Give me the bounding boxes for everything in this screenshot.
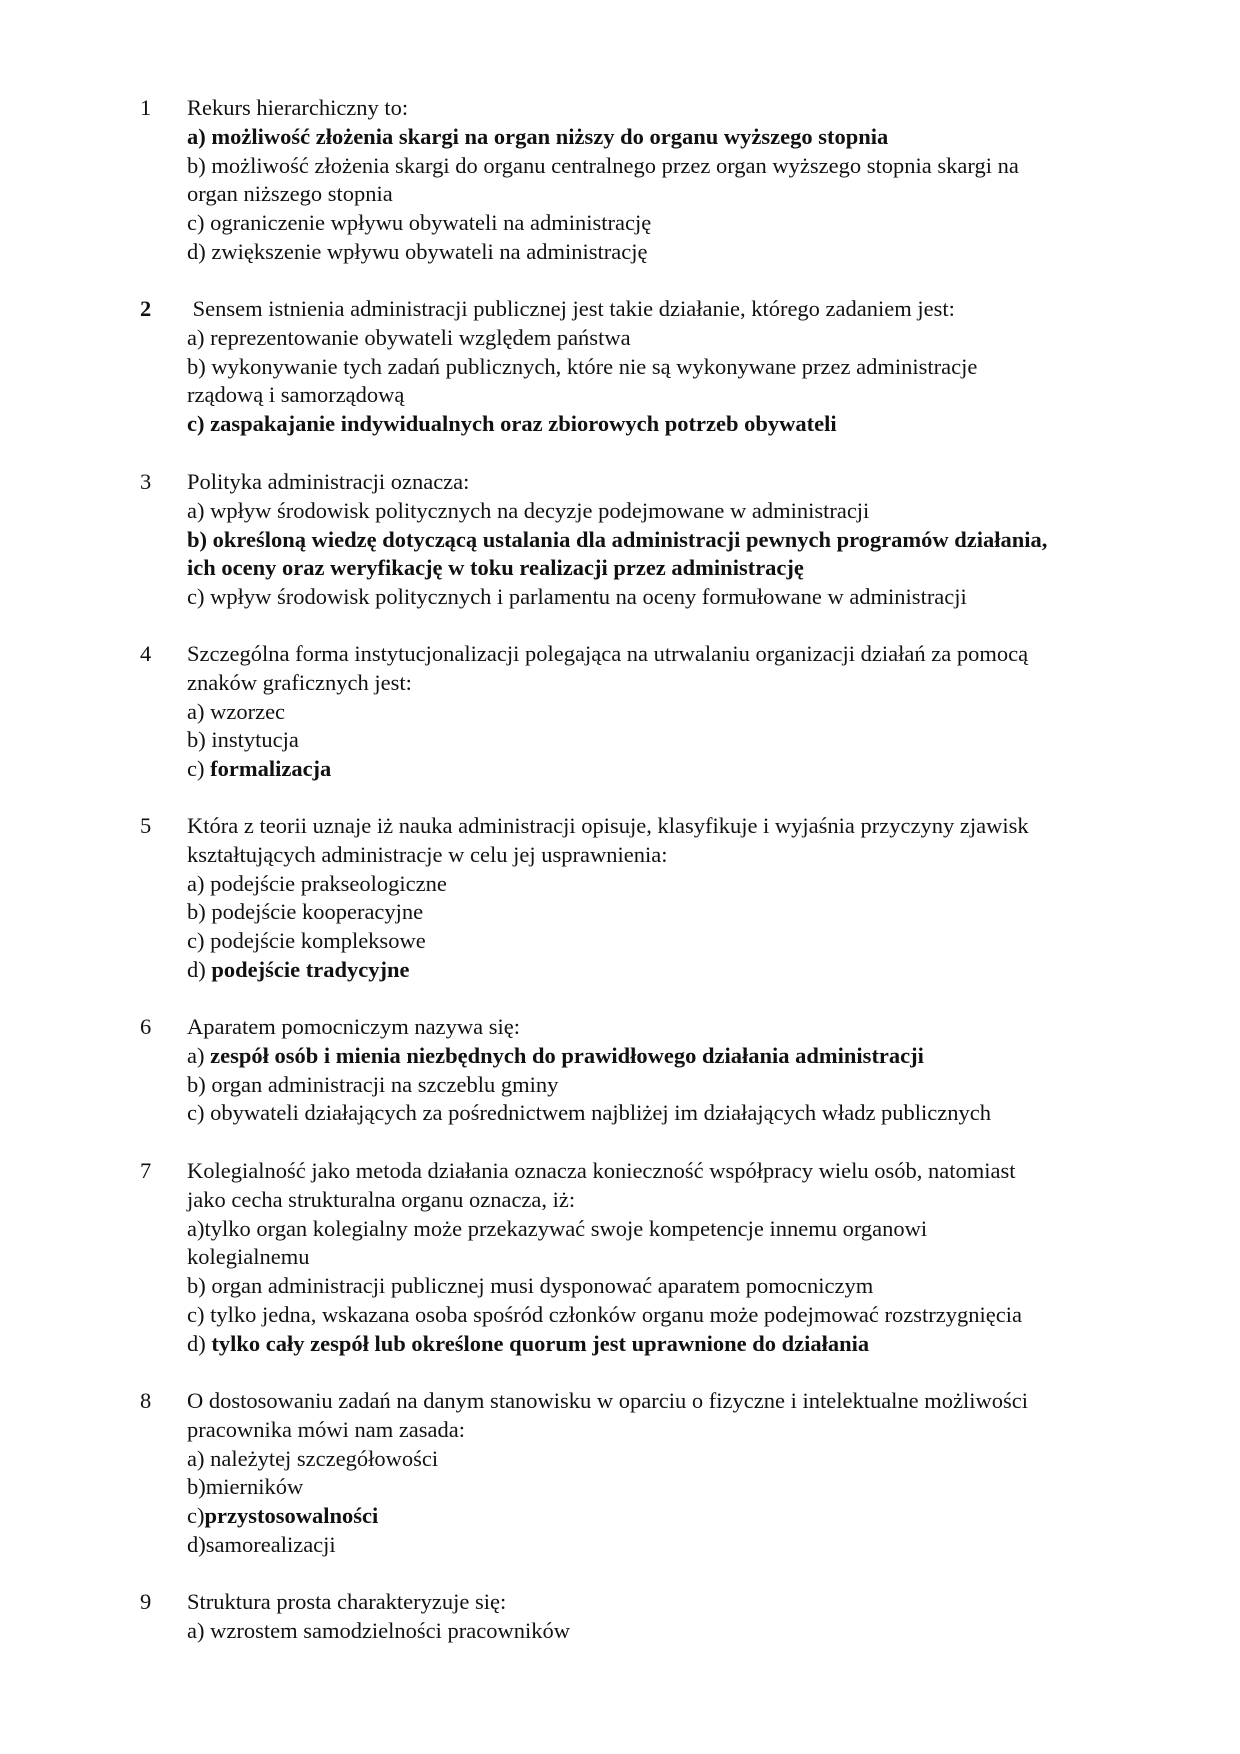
- answer-correct: [187, 1502, 1150, 1531]
- answer-option: c) ograniczenie wpływu obywateli na administrację: [187, 210, 652, 236]
- answer-option: a)tylko organ kolegialny może przekazywać swoje kompetencje innemu organowi: [187, 1215, 928, 1241]
- answer-correct: [187, 956, 1150, 985]
- question-stem-continuation: pracownika mówi nam zasada:: [187, 1416, 466, 1442]
- question-stem: Szczególna forma instytucjonalizacji polegająca na utrwalaniu organizacji działań za pomocą: [187, 641, 1029, 666]
- answer-correct-text: formalizacja: [210, 756, 332, 782]
- answer-correct: [187, 755, 1150, 784]
- question-number: 9: [140, 1589, 152, 1614]
- question-stem-continuation: kształtujących administracje w celu jej usprawnienia:: [187, 841, 668, 867]
- question-stem: Struktura prosta charakteryzuje się:: [187, 1589, 507, 1614]
- question-stem: Która z teorii uznaje iż nauka administracji opisuje, klasyfikuje i wyjaśnia przyczyny zjawisk: [187, 813, 1029, 838]
- answer-correct-text: zespół osób i mienia niezbędnych do prawidłowego działania administracji: [210, 1042, 924, 1068]
- question-number: 8: [140, 1388, 152, 1413]
- question-stem: Rekurs hierarchiczny to:: [187, 95, 409, 120]
- question-stem: Sensem istnienia administracji publicznej jest takie działanie, którego zadaniem jest:: [187, 296, 955, 321]
- question-number: 2: [140, 296, 152, 321]
- answer-option-continuation: kolegialnemu: [187, 1244, 310, 1270]
- answer-option: c) obywateli działających za pośrednictwem najbliżej im działających władz publicznych: [187, 1100, 992, 1126]
- question-1: [140, 94, 1150, 267]
- answer-option: b) instytucja: [187, 727, 299, 753]
- question-number: 6: [140, 1014, 152, 1039]
- answer-option: d) zwiększenie wpływu obywateli na administrację: [187, 238, 648, 264]
- question-stem: Polityka administracji oznacza:: [187, 469, 470, 494]
- answer-option: d)samorealizacji: [187, 1531, 336, 1557]
- answer-option: a) wpływ środowisk politycznych na decyzje podejmowane w administracji: [187, 497, 870, 523]
- answer-correct: [187, 1330, 1150, 1359]
- question-stem: Aparatem pomocniczym nazywa się:: [187, 1014, 520, 1039]
- question-7: [140, 1157, 1150, 1359]
- answer-option: a) wzrostem samodzielności pracowników: [187, 1617, 571, 1643]
- answer-prefix: c): [187, 756, 211, 782]
- question-stem-continuation: jako cecha strukturalna organu oznacza, iż:: [187, 1186, 576, 1212]
- answer-option-continuation: rządową i samorządową: [187, 382, 405, 408]
- question-number: 1: [140, 95, 152, 120]
- answer-option: a) podejście prakseologiczne: [187, 870, 447, 896]
- answer-option: b) organ administracji na szczeblu gminy: [187, 1071, 559, 1097]
- answer-option: b)mierników: [187, 1474, 304, 1500]
- answer-option: b) organ administracji publicznej musi dysponować aparatem pomocniczym: [187, 1273, 874, 1299]
- answer-option: c) podejście kompleksowe: [187, 928, 426, 954]
- question-stem-continuation: znaków graficznych jest:: [187, 669, 412, 695]
- answer-correct: a) możliwość złożenia skargi na organ niższy do organu wyższego stopnia: [187, 123, 889, 149]
- question-5: [140, 812, 1150, 985]
- answer-option: c) tylko jedna, wskazana osoba spośród członków organu może podejmować rozstrzygnięcia: [187, 1301, 1022, 1327]
- answer-option: b) podejście kooperacyjne: [187, 899, 424, 925]
- question-6: [140, 1013, 1150, 1128]
- answer-prefix: d): [187, 956, 212, 982]
- answer-prefix: c): [187, 1503, 205, 1529]
- answer-correct-text: podejście tradycyjne: [211, 956, 410, 982]
- answer-correct-text: przystosowalności: [204, 1503, 379, 1529]
- question-number: 4: [140, 641, 152, 666]
- question-stem: O dostosowaniu zadań na danym stanowisku w oparciu o fizyczne i intelektualne możliwości: [187, 1388, 1029, 1413]
- question-number: 5: [140, 813, 152, 838]
- answer-prefix: d): [187, 1330, 212, 1356]
- answer-correct-text: tylko cały zespół lub określone quorum jest uprawnione do działania: [211, 1330, 870, 1356]
- question-8: [140, 1387, 1150, 1560]
- question-2: [140, 295, 1150, 439]
- question-stem: Kolegialność jako metoda działania oznacza konieczność współpracy wielu osób, natomiast: [187, 1158, 1016, 1183]
- answer-correct-continuation: ich oceny oraz weryfikację w toku realizacji przez administrację: [187, 555, 804, 581]
- answer-option: a) wzorzec: [187, 698, 286, 724]
- answer-correct: [187, 1042, 1150, 1071]
- question-9: [140, 1588, 1150, 1646]
- answer-option: a) reprezentowanie obywateli względem państwa: [187, 324, 631, 350]
- answer-option-continuation: organ niższego stopnia: [187, 181, 393, 207]
- answer-option: b) wykonywanie tych zadań publicznych, które nie są wykonywane przez administracje: [187, 353, 978, 379]
- answer-option: a) należytej szczegółowości: [187, 1445, 439, 1471]
- answer-correct: b) określoną wiedzę dotyczącą ustalania dla administracji pewnych programów działania,: [187, 526, 1048, 552]
- question-4: [140, 640, 1150, 784]
- question-3: [140, 468, 1150, 612]
- answer-option: b) możliwość złożenia skargi do organu centralnego przez organ wyższego stopnia skargi na: [187, 152, 1019, 178]
- question-number: 3: [140, 469, 152, 494]
- answer-correct: c) zaspakajanie indywidualnych oraz zbiorowych potrzeb obywateli: [187, 411, 837, 437]
- answer-option: c) wpływ środowisk politycznych i parlamentu na oceny formułowane w administracji: [187, 584, 967, 610]
- question-number: 7: [140, 1158, 152, 1183]
- answer-prefix: a): [187, 1042, 211, 1068]
